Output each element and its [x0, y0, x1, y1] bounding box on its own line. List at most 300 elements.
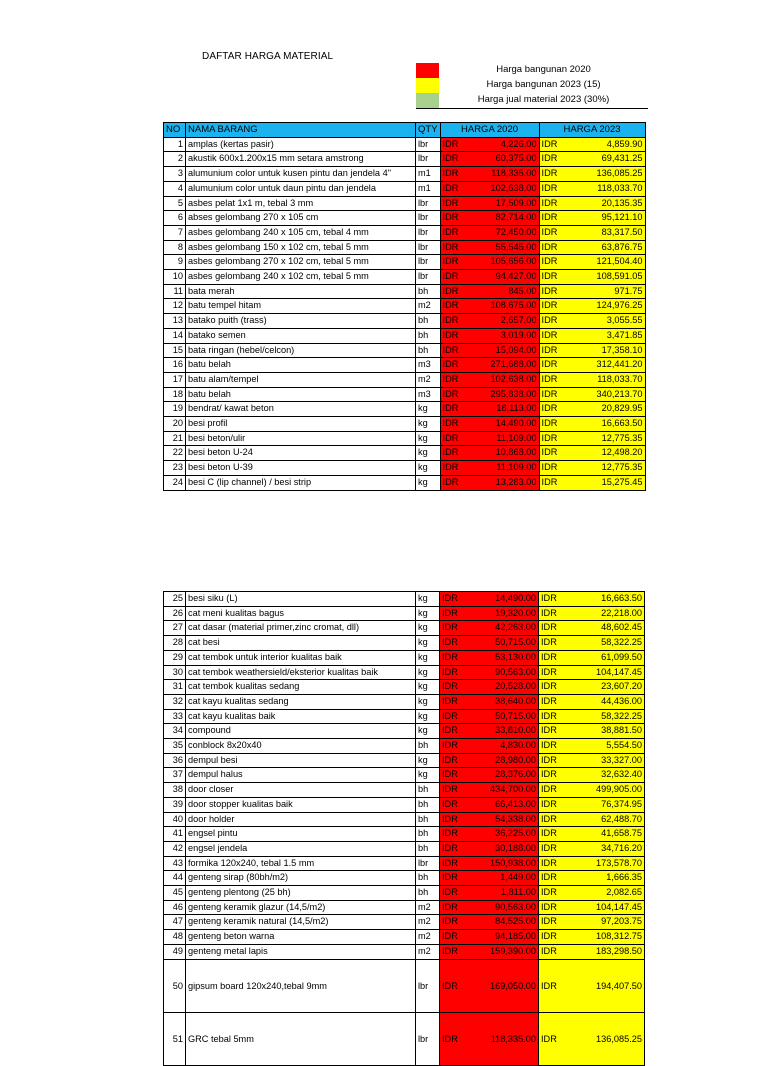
cell-currency-2023: IDR: [539, 284, 571, 299]
cell-currency-2023: IDR: [539, 621, 571, 636]
cell-name: cat tembok untuk interior kualitas baik: [186, 650, 416, 665]
cell-qty: kg: [416, 606, 440, 621]
legend-swatch-red: [416, 63, 439, 78]
cell-qty: m3: [416, 387, 441, 402]
table-row: [164, 709, 645, 724]
cell-qty: m2: [416, 372, 441, 387]
cell-currency-2023: IDR: [539, 446, 571, 461]
cell-qty: bh: [416, 343, 441, 358]
cell-qty: m1: [416, 167, 441, 182]
cell-currency-2023: IDR: [539, 944, 571, 959]
cell-no: 15: [164, 343, 186, 358]
cell-price-2020: 30,188.00: [472, 841, 539, 856]
cell-name: amplas (kertas pasir): [186, 137, 416, 152]
table-row: [164, 783, 645, 798]
table-row: [164, 343, 646, 358]
cell-currency-2023: IDR: [539, 225, 571, 240]
cell-price-2020: 10,868.00: [472, 446, 539, 461]
legend: [416, 63, 648, 108]
cell-qty: m2: [416, 944, 440, 959]
table-row: [164, 431, 646, 446]
cell-currency-2023: IDR: [539, 886, 571, 901]
cell-price-2023: 104,147.45: [571, 900, 645, 915]
cell-price-2023: 124,976.25: [571, 299, 645, 314]
cell-price-2023: 108,591.05: [571, 270, 645, 285]
cell-name: batu belah: [186, 387, 416, 402]
cell-currency-2023: IDR: [539, 358, 571, 373]
legend-label: Harga bangunan 2020: [496, 64, 591, 75]
cell-price-2023: 23,607.20: [571, 680, 645, 695]
cell-currency-2023: IDR: [539, 211, 571, 226]
cell-no: 48: [164, 930, 186, 945]
cell-qty: kg: [416, 724, 440, 739]
cell-currency-2020: IDR: [440, 739, 472, 754]
cell-name: bendrat/ kawat beton: [186, 402, 416, 417]
cell-currency-2023: IDR: [539, 797, 571, 812]
cell-price-2023: 5,554.50: [571, 739, 645, 754]
cell-price-2020: 1,449.00: [472, 871, 539, 886]
cell-currency-2023: IDR: [539, 387, 571, 402]
cell-currency-2020: IDR: [440, 944, 472, 959]
cell-currency-2023: IDR: [539, 314, 571, 329]
cell-currency-2020: IDR: [440, 240, 472, 255]
cell-name: batu belah: [186, 358, 416, 373]
cell-currency-2020: IDR: [440, 665, 472, 680]
cell-price-2020: 845.00: [472, 284, 539, 299]
cell-qty: bh: [416, 886, 440, 901]
cell-currency-2023: IDR: [539, 739, 571, 754]
table-row: [164, 592, 645, 607]
cell-price-2023: 136,085.25: [571, 167, 645, 182]
cell-currency-2023: IDR: [539, 724, 571, 739]
cell-name: bata ringan (hebel/celcon): [186, 343, 416, 358]
cell-currency-2023: IDR: [539, 930, 571, 945]
cell-no: 13: [164, 314, 186, 329]
table-row: [164, 871, 645, 886]
cell-price-2020: 28,376.00: [472, 768, 539, 783]
cell-price-2023: 62,488.70: [571, 812, 645, 827]
cell-qty: m1: [416, 181, 441, 196]
cell-name: asbes pelat 1x1 m, tebal 3 mm: [186, 196, 416, 211]
table-row: [164, 387, 646, 402]
table-row: [164, 665, 645, 680]
cell-price-2020: 2,657.00: [472, 314, 539, 329]
cell-price-2023: 38,881.50: [571, 724, 645, 739]
cell-price-2020: 20,528.00: [472, 680, 539, 695]
cell-price-2023: 108,312.75: [571, 930, 645, 945]
cell-currency-2023: IDR: [539, 402, 571, 417]
table-row: [164, 446, 646, 461]
cell-price-2020: 13,283.00: [472, 475, 539, 490]
cell-qty: m2: [416, 915, 440, 930]
cell-price-2023: 136,085.25: [571, 1012, 645, 1065]
cell-currency-2020: IDR: [440, 827, 472, 842]
cell-no: 46: [164, 900, 186, 915]
cell-name: door closer: [186, 783, 416, 798]
cell-price-2023: 61,099.50: [571, 650, 645, 665]
cell-price-2023: 971.75: [571, 284, 645, 299]
cell-currency-2023: IDR: [539, 768, 571, 783]
cell-price-2020: 108,675.00: [472, 299, 539, 314]
cell-price-2023: 183,298.50: [571, 944, 645, 959]
cell-name: engsel pintu: [186, 827, 416, 842]
cell-name: cat besi: [186, 636, 416, 651]
cell-currency-2023: IDR: [539, 328, 571, 343]
cell-currency-2020: IDR: [440, 196, 472, 211]
cell-currency-2020: IDR: [440, 797, 472, 812]
cell-currency-2020: IDR: [440, 225, 472, 240]
table-row: [164, 650, 645, 665]
cell-price-2020: 60,375.00: [472, 152, 539, 167]
cell-currency-2020: IDR: [440, 841, 472, 856]
table-row: [164, 196, 646, 211]
cell-price-2020: 90,563.00: [472, 900, 539, 915]
cell-currency-2020: IDR: [440, 650, 472, 665]
cell-no: 25: [164, 592, 186, 607]
table-row: [164, 225, 646, 240]
cell-price-2023: 118,033.70: [571, 372, 645, 387]
cell-no: 5: [164, 196, 186, 211]
table-row: [164, 827, 645, 842]
cell-currency-2023: IDR: [539, 827, 571, 842]
cell-currency-2020: IDR: [440, 358, 472, 373]
cell-currency-2023: IDR: [539, 783, 571, 798]
cell-currency-2020: IDR: [440, 181, 472, 196]
cell-qty: bh: [416, 739, 440, 754]
cell-currency-2023: IDR: [539, 152, 571, 167]
cell-price-2023: 312,441.20: [571, 358, 645, 373]
cell-price-2023: 76,374.95: [571, 797, 645, 812]
cell-currency-2020: IDR: [440, 211, 472, 226]
cell-currency-2020: IDR: [440, 270, 472, 285]
cell-price-2023: 499,905.00: [571, 783, 645, 798]
cell-qty: lbr: [416, 959, 440, 1012]
cell-currency-2020: IDR: [440, 328, 472, 343]
cell-name: cat dasar (material primer,zinc cromat, dll): [186, 621, 416, 636]
cell-price-2020: 118,335.00: [472, 167, 539, 182]
table-row: [164, 181, 646, 196]
cell-no: 33: [164, 709, 186, 724]
cell-currency-2023: IDR: [539, 856, 571, 871]
cell-currency-2020: IDR: [440, 753, 472, 768]
cell-no: 42: [164, 841, 186, 856]
table-row: [164, 856, 645, 871]
cell-price-2020: 150,938.00: [472, 856, 539, 871]
cell-no: 7: [164, 225, 186, 240]
cell-no: 51: [164, 1012, 186, 1065]
cell-qty: kg: [416, 417, 441, 432]
cell-name: asbes gelombang 240 x 105 cm, tebal 4 mm: [186, 225, 416, 240]
table-row: [164, 944, 645, 959]
cell-qty: lbr: [416, 856, 440, 871]
cell-name: cat meni kualitas bagus: [186, 606, 416, 621]
cell-currency-2020: IDR: [440, 255, 472, 270]
cell-price-2020: 102,638.00: [472, 181, 539, 196]
cell-currency-2020: IDR: [440, 475, 472, 490]
cell-no: 12: [164, 299, 186, 314]
table-row: [164, 1012, 645, 1065]
cell-qty: lbr: [416, 255, 441, 270]
cell-no: 22: [164, 446, 186, 461]
cell-name: engsel jendela: [186, 841, 416, 856]
cell-price-2020: 105,656.00: [472, 255, 539, 270]
table-row: [164, 314, 646, 329]
cell-name: besi beton U-24: [186, 446, 416, 461]
cell-price-2023: 63,876.75: [571, 240, 645, 255]
cell-currency-2020: IDR: [440, 152, 472, 167]
legend-item-2020: [416, 63, 648, 78]
cell-no: 29: [164, 650, 186, 665]
cell-name: compound: [186, 724, 416, 739]
cell-name: cat tembok kualitas sedang: [186, 680, 416, 695]
cell-qty: lbr: [416, 270, 441, 285]
cell-price-2020: 4,830.00: [472, 739, 539, 754]
cell-no: 39: [164, 797, 186, 812]
cell-no: 32: [164, 694, 186, 709]
cell-currency-2023: IDR: [539, 255, 571, 270]
cell-name: besi beton U-39: [186, 461, 416, 476]
cell-currency-2023: IDR: [539, 680, 571, 695]
cell-qty: kg: [416, 650, 440, 665]
table-row: [164, 621, 645, 636]
cell-no: 17: [164, 372, 186, 387]
legend-item-jual: [416, 93, 648, 108]
cell-price-2023: 4,859.90: [571, 137, 645, 152]
cell-name: batu alam/tempel: [186, 372, 416, 387]
cell-name: alumunium color untuk daun pintu dan jendela: [186, 181, 416, 196]
cell-no: 20: [164, 417, 186, 432]
cell-qty: m2: [416, 299, 441, 314]
cell-name: cat tembok weathersield/eksterior kualitas baik: [186, 665, 416, 680]
cell-currency-2020: IDR: [440, 900, 472, 915]
cell-currency-2020: IDR: [440, 871, 472, 886]
cell-name: dempul besi: [186, 753, 416, 768]
cell-currency-2023: IDR: [539, 343, 571, 358]
cell-price-2023: 48,602.45: [571, 621, 645, 636]
cell-qty: lbr: [416, 196, 441, 211]
cell-price-2023: 17,358.10: [571, 343, 645, 358]
table-row: [164, 328, 646, 343]
cell-price-2020: 4,226.00: [472, 137, 539, 152]
cell-no: 34: [164, 724, 186, 739]
cell-price-2020: 53,130.00: [472, 650, 539, 665]
cell-currency-2023: IDR: [539, 167, 571, 182]
cell-currency-2020: IDR: [440, 137, 472, 152]
legend-swatch-green: [416, 93, 439, 108]
cell-currency-2023: IDR: [539, 959, 571, 1012]
cell-price-2020: 118,335.00: [472, 1012, 539, 1065]
cell-currency-2023: IDR: [539, 665, 571, 680]
cell-currency-2023: IDR: [539, 431, 571, 446]
cell-currency-2023: IDR: [539, 299, 571, 314]
cell-no: 41: [164, 827, 186, 842]
cell-currency-2023: IDR: [539, 270, 571, 285]
cell-qty: bh: [416, 827, 440, 842]
cell-price-2023: 41,658.75: [571, 827, 645, 842]
cell-currency-2020: IDR: [440, 709, 472, 724]
cell-currency-2020: IDR: [440, 402, 472, 417]
table-row: [164, 211, 646, 226]
header-no: NO: [164, 123, 186, 138]
cell-price-2023: 20,829.95: [571, 402, 645, 417]
cell-price-2023: 12,775.35: [571, 461, 645, 476]
cell-name: batako puith (trass): [186, 314, 416, 329]
cell-currency-2023: IDR: [539, 709, 571, 724]
cell-no: 4: [164, 181, 186, 196]
cell-no: 1: [164, 137, 186, 152]
cell-currency-2020: IDR: [440, 1012, 472, 1065]
cell-price-2020: 3,019.00: [472, 328, 539, 343]
cell-price-2020: 82,714.00: [472, 211, 539, 226]
header-harga-2020: HARGA 2020: [440, 123, 539, 138]
cell-price-2020: 84,525.00: [472, 915, 539, 930]
cell-qty: lbr: [416, 1012, 440, 1065]
cell-currency-2023: IDR: [539, 812, 571, 827]
cell-no: 45: [164, 886, 186, 901]
cell-no: 9: [164, 255, 186, 270]
cell-name: asbes gelombang 240 x 102 cm, tebal 5 mm: [186, 270, 416, 285]
cell-qty: bh: [416, 783, 440, 798]
cell-currency-2020: IDR: [440, 915, 472, 930]
cell-currency-2023: IDR: [539, 196, 571, 211]
cell-price-2023: 34,716.20: [571, 841, 645, 856]
table-row: [164, 900, 645, 915]
cell-qty: kg: [416, 665, 440, 680]
cell-price-2020: 19,320.00: [472, 606, 539, 621]
cell-qty: bh: [416, 797, 440, 812]
cell-currency-2023: IDR: [539, 592, 571, 607]
cell-qty: kg: [416, 694, 440, 709]
cell-qty: m2: [416, 900, 440, 915]
cell-name: gipsum board 120x240,tebal 9mm: [186, 959, 416, 1012]
cell-price-2023: 12,498.20: [571, 446, 645, 461]
table-row: [164, 959, 645, 1012]
cell-currency-2020: IDR: [440, 886, 472, 901]
legend-divider: [416, 108, 648, 109]
table-row: [164, 167, 646, 182]
cell-qty: kg: [416, 461, 441, 476]
cell-name: asbes gelombang 150 x 102 cm, tebal 5 mm: [186, 240, 416, 255]
cell-name: genteng beton warna: [186, 930, 416, 945]
cell-no: 50: [164, 959, 186, 1012]
table-row: [164, 402, 646, 417]
cell-currency-2020: IDR: [440, 314, 472, 329]
cell-no: 6: [164, 211, 186, 226]
cell-price-2020: 54,338.00: [472, 812, 539, 827]
cell-currency-2023: IDR: [539, 694, 571, 709]
cell-name: genteng plentong (25 bh): [186, 886, 416, 901]
cell-no: 37: [164, 768, 186, 783]
cell-price-2023: 97,203.75: [571, 915, 645, 930]
table-row: [164, 797, 645, 812]
cell-no: 47: [164, 915, 186, 930]
cell-no: 2: [164, 152, 186, 167]
cell-qty: kg: [416, 475, 441, 490]
cell-no: 23: [164, 461, 186, 476]
cell-currency-2020: IDR: [440, 431, 472, 446]
cell-currency-2023: IDR: [539, 841, 571, 856]
cell-name: alumunium color untuk kusen pintu dan jendela 4": [186, 167, 416, 182]
cell-no: 14: [164, 328, 186, 343]
cell-currency-2020: IDR: [440, 812, 472, 827]
cell-price-2020: 72,450.00: [472, 225, 539, 240]
cell-price-2023: 118,033.70: [571, 181, 645, 196]
cell-price-2020: 17,509.00: [472, 196, 539, 211]
cell-name: door holder: [186, 812, 416, 827]
cell-price-2020: 271,688.00: [472, 358, 539, 373]
cell-price-2020: 14,490.00: [472, 417, 539, 432]
cell-currency-2020: IDR: [440, 606, 472, 621]
cell-currency-2023: IDR: [539, 475, 571, 490]
cell-no: 43: [164, 856, 186, 871]
cell-qty: bh: [416, 328, 441, 343]
cell-no: 49: [164, 944, 186, 959]
cell-name: besi siku (L): [186, 592, 416, 607]
cell-currency-2020: IDR: [440, 417, 472, 432]
cell-no: 40: [164, 812, 186, 827]
cell-no: 28: [164, 636, 186, 651]
cell-qty: lbr: [416, 137, 441, 152]
cell-qty: bh: [416, 871, 440, 886]
table-row: [164, 255, 646, 270]
legend-swatch-yellow: [416, 78, 439, 93]
cell-qty: lbr: [416, 211, 441, 226]
cell-price-2020: 90,563.00: [472, 665, 539, 680]
cell-price-2020: 94,427.00: [472, 270, 539, 285]
cell-currency-2020: IDR: [440, 694, 472, 709]
cell-qty: bh: [416, 812, 440, 827]
cell-price-2023: 20,135.35: [571, 196, 645, 211]
cell-price-2023: 58,322.25: [571, 636, 645, 651]
cell-price-2020: 14,490.00: [472, 592, 539, 607]
cell-qty: m3: [416, 358, 441, 373]
cell-no: 35: [164, 739, 186, 754]
cell-price-2020: 11,109.00: [472, 461, 539, 476]
table-row: [164, 475, 646, 490]
cell-currency-2023: IDR: [539, 417, 571, 432]
cell-currency-2023: IDR: [539, 240, 571, 255]
legend-label: Harga bangunan 2023 (15): [486, 79, 601, 90]
cell-qty: kg: [416, 431, 441, 446]
table-row: [164, 753, 645, 768]
table-row: [164, 372, 646, 387]
cell-no: 24: [164, 475, 186, 490]
cell-currency-2020: IDR: [440, 167, 472, 182]
cell-qty: kg: [416, 592, 440, 607]
cell-currency-2023: IDR: [539, 372, 571, 387]
cell-qty: bh: [416, 284, 441, 299]
cell-qty: kg: [416, 753, 440, 768]
cell-currency-2020: IDR: [440, 387, 472, 402]
cell-currency-2020: IDR: [440, 284, 472, 299]
cell-name: besi C (lip channel) / besi strip: [186, 475, 416, 490]
price-table-2: [163, 591, 645, 1066]
cell-price-2020: 295,838.00: [472, 387, 539, 402]
cell-currency-2020: IDR: [440, 959, 472, 1012]
table-row: [164, 284, 646, 299]
table-row: [164, 915, 645, 930]
cell-no: 21: [164, 431, 186, 446]
legend-label: Harga jual material 2023 (30%): [477, 94, 610, 105]
table-row: [164, 812, 645, 827]
cell-qty: kg: [416, 680, 440, 695]
cell-price-2023: 33,327.00: [571, 753, 645, 768]
cell-name: genteng metal lapis: [186, 944, 416, 959]
cell-currency-2020: IDR: [440, 724, 472, 739]
cell-qty: kg: [416, 446, 441, 461]
cell-name: besi profil: [186, 417, 416, 432]
cell-name: akustik 600x1.200x15 mm setara amstrong: [186, 152, 416, 167]
